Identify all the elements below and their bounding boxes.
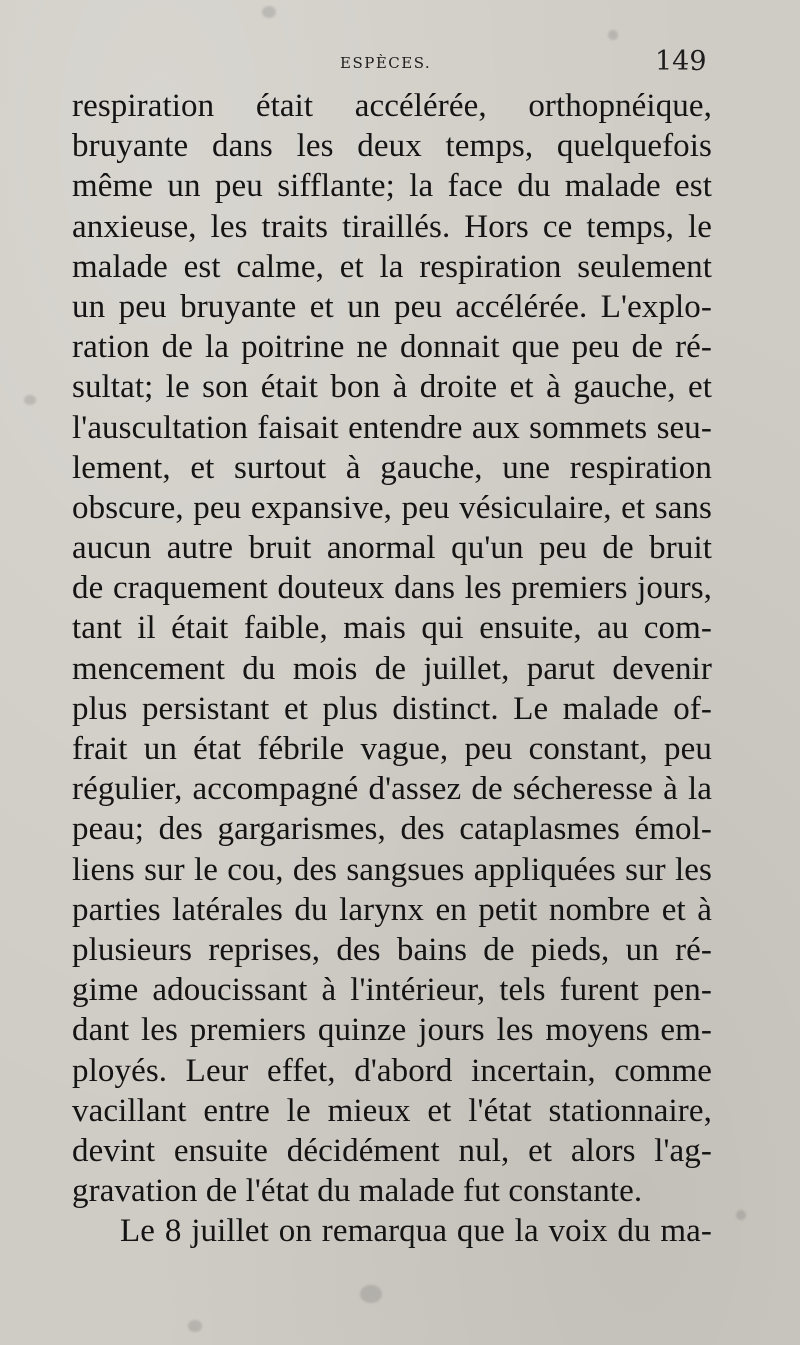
text-line: de craquement douteux dans les premiers jours, — [72, 570, 712, 607]
text-line: respiration était accélérée, orthopnéique, — [72, 88, 712, 124]
page-header — [0, 48, 800, 84]
text-line: gravation de l'état du malade fut constante. — [72, 1173, 643, 1210]
text-line: devint ensuite décidément nul, et alors l'ag- — [72, 1132, 712, 1169]
text-line: un peu bruyante et un peu accélérée. L'explo- — [72, 288, 712, 325]
text-line: tant il était faible, mais qui ensuite, au com- — [72, 610, 712, 647]
page-number: 149 — [655, 46, 707, 77]
foxing-spot — [24, 395, 36, 405]
foxing-spot — [188, 1320, 202, 1332]
text-line: ployés. Leur effet, d'abord incertain, comme — [72, 1052, 712, 1089]
text-line: malade est calme, et la respiration seulement — [72, 248, 712, 285]
text-line: vacillant entre le mieux et l'état stationnaire, — [72, 1092, 712, 1129]
text-line: obscure, peu expansive, peu vésiculaire, et sans — [72, 489, 712, 526]
text-line: dant les premiers quinze jours les moyens em- — [72, 1012, 712, 1049]
text-line: frait un état fébrile vague, peu constant, peu — [72, 731, 712, 767]
text-line: gime adoucissant à l'intérieur, tels furent pen- — [72, 972, 712, 1009]
foxing-spot — [262, 6, 276, 18]
text-line: liens sur le cou, des sangsues appliquées sur les — [72, 851, 712, 888]
text-line: sultat; le son était bon à droite et à gauche, et — [72, 369, 712, 406]
foxing-spot — [360, 1285, 382, 1303]
text-line: Le 8 juillet on remarqua que la voix du ma- — [120, 1213, 712, 1250]
body-text — [72, 86, 712, 1251]
text-line: peau; des gargarismes, des cataplasmes émol- — [72, 811, 712, 848]
text-line: lement, et surtout à gauche, une respiration — [72, 449, 712, 486]
text-line: plus persistant et plus distinct. Le malade of- — [72, 690, 712, 727]
text-line: anxieuse, les traits tiraillés. Hors ce temps, le — [72, 208, 712, 245]
text-line: plusieurs reprises, des bains de pieds, un ré- — [72, 931, 712, 968]
text-line: parties latérales du larynx en petit nombre et à — [72, 891, 712, 928]
text-line: bruyante dans les deux temps, quelquefois — [72, 128, 712, 165]
text-line: ration de la poitrine ne donnait que peu de ré- — [72, 329, 712, 366]
running-head: ESPÈCES. — [340, 54, 432, 72]
text-line: l'auscultation faisait entendre aux sommets seu- — [72, 409, 712, 446]
text-line: aucun autre bruit anormal qu'un peu de bruit — [72, 530, 712, 567]
text-line: mencement du mois de juillet, parut devenir — [72, 650, 712, 687]
foxing-spot — [608, 30, 618, 40]
foxing-spot — [736, 1210, 746, 1220]
text-line: régulier, accompagné d'assez de sécheresse à la — [72, 771, 712, 808]
text-line: même un peu sifflante; la face du malade est — [72, 168, 712, 205]
